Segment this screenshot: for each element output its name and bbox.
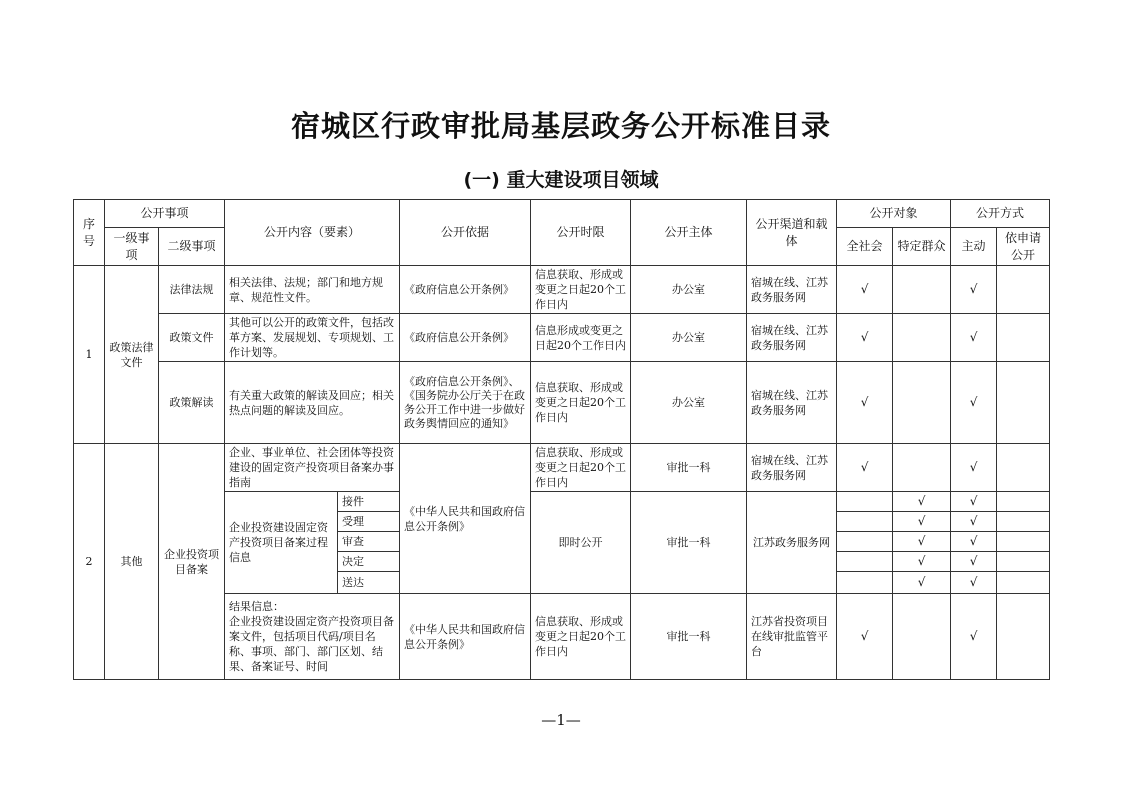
catalog-table [73, 199, 1050, 680]
row-subject: 审批一科 [631, 594, 747, 680]
empty-cell [997, 512, 1050, 532]
row-subject: 办公室 [631, 314, 747, 362]
table-row [74, 266, 1050, 314]
process-step: 送达 [338, 572, 400, 594]
header-subject: 公开主体 [631, 200, 747, 266]
table-row [74, 314, 1050, 362]
row-timelimit: 信息获取、形成或变更之日起20个工作日内 [531, 266, 631, 314]
result-title: 结果信息： [229, 600, 285, 613]
empty-cell [893, 362, 951, 444]
empty-cell [997, 266, 1050, 314]
row-content: 其他可以公开的政策文件，包括改革方案、发展规划、专项规划、工作计划等。 [225, 314, 400, 362]
header-society: 全社会 [837, 228, 893, 266]
empty-cell [997, 444, 1050, 492]
row-level2: 政策解读 [159, 362, 225, 444]
row-channel: 宿城在线、江苏政务服务网 [747, 362, 837, 444]
header-seq: 序号 [74, 200, 105, 266]
empty-cell [837, 492, 893, 512]
empty-cell [837, 512, 893, 532]
process-step: 审查 [338, 532, 400, 552]
empty-cell [997, 594, 1050, 680]
check-mark: √ [837, 362, 893, 444]
row-level1: 政策法律文件 [105, 266, 159, 444]
header-specific: 特定群众 [893, 228, 951, 266]
row-level1: 其他 [105, 444, 159, 680]
empty-cell [997, 492, 1050, 512]
check-mark: √ [951, 594, 997, 680]
header-matter: 公开事项 [105, 200, 225, 228]
row-channel: 江苏省投资项目在线审批监管平台 [747, 594, 837, 680]
row-channel: 江苏政务服务网 [747, 492, 837, 594]
empty-cell [837, 532, 893, 552]
header-apply: 依申请公开 [997, 228, 1050, 266]
check-mark: √ [893, 532, 951, 552]
row-channel: 宿城在线、江苏政务服务网 [747, 314, 837, 362]
row-timelimit: 信息获取、形成或变更之日起20个工作日内 [531, 362, 631, 444]
header-active: 主动 [951, 228, 997, 266]
header-timelimit: 公开时限 [531, 200, 631, 266]
row-basis: 《中华人民共和国政府信息公开条例》 [400, 444, 531, 594]
check-mark: √ [951, 362, 997, 444]
row-timelimit: 信息获取、形成或变更之日起20个工作日内 [531, 594, 631, 680]
section-subtitle: (一) 重大建设项目领域 [463, 169, 659, 191]
row-subject: 审批一科 [631, 444, 747, 492]
table-row [74, 444, 1050, 492]
header-method: 公开方式 [951, 200, 1050, 228]
header-level1: 一级事项 [105, 228, 159, 266]
check-mark: √ [951, 266, 997, 314]
row-seq: 1 [74, 266, 105, 444]
row-level2: 法律法规 [159, 266, 225, 314]
check-mark: √ [837, 266, 893, 314]
empty-cell [893, 314, 951, 362]
row-level2: 政策文件 [159, 314, 225, 362]
header-content: 公开内容（要素） [225, 200, 400, 266]
header-audience: 公开对象 [837, 200, 951, 228]
row-basis: 《政府信息公开条例》 [400, 314, 531, 362]
check-mark: √ [951, 532, 997, 552]
empty-cell [997, 532, 1050, 552]
check-mark: √ [951, 314, 997, 362]
document-title: 宿城区行政审批局基层政务公开标准目录 [290, 109, 831, 143]
row-timelimit: 信息形成或变更之日起20个工作日内 [531, 314, 631, 362]
header-level2: 二级事项 [159, 228, 225, 266]
check-mark: √ [951, 492, 997, 512]
row-timelimit: 信息获取、形成或变更之日起20个工作日内 [531, 444, 631, 492]
result-content: 企业投资建设固定资产投资项目备案文件，包括项目代码/项目名称、事项、部门、部门区划、结果、备案证号、时间 [229, 615, 395, 673]
check-mark: √ [837, 444, 893, 492]
empty-cell [837, 552, 893, 572]
empty-cell [837, 572, 893, 594]
row-level2: 企业投资项目备案 [159, 444, 225, 680]
row-basis: 《政府信息公开条例》 [400, 266, 531, 314]
check-mark: √ [951, 552, 997, 572]
process-step: 接件 [338, 492, 400, 512]
check-mark: √ [893, 552, 951, 572]
row-content: 有关重大政策的解读及回应；相关热点问题的解读及回应。 [225, 362, 400, 444]
row-subject: 审批一科 [631, 492, 747, 594]
empty-cell [893, 594, 951, 680]
check-mark: √ [893, 492, 951, 512]
row-content: 相关法律、法规；部门和地方规章、规范性文件。 [225, 266, 400, 314]
check-mark: √ [951, 444, 997, 492]
check-mark: √ [837, 314, 893, 362]
check-mark: √ [893, 512, 951, 532]
check-mark: √ [951, 572, 997, 594]
empty-cell [997, 572, 1050, 594]
check-mark: √ [951, 512, 997, 532]
row-basis: 《政府信息公开条例》、《国务院办公厅关于在政务公开工作中进一步做好政务舆情回应的通知》 [400, 362, 531, 444]
process-label: 企业投资建设固定资产投资项目备案过程信息 [225, 492, 338, 594]
check-mark: √ [893, 572, 951, 594]
process-step: 受理 [338, 512, 400, 532]
row-channel: 宿城在线、江苏政务服务网 [747, 444, 837, 492]
row-content: 企业、事业单位、社会团体等投资建设的固定资产投资项目备案办事指南 [225, 444, 400, 492]
process-step: 决定 [338, 552, 400, 572]
empty-cell [893, 444, 951, 492]
row-basis: 《中华人民共和国政府信息公开条例》 [400, 594, 531, 680]
row-subject: 办公室 [631, 266, 747, 314]
row-content [225, 594, 400, 680]
row-seq: 2 [74, 444, 105, 680]
check-mark: √ [837, 594, 893, 680]
empty-cell [893, 266, 951, 314]
header-basis: 公开依据 [400, 200, 531, 266]
empty-cell [997, 362, 1050, 444]
row-timelimit: 即时公开 [531, 492, 631, 594]
row-channel: 宿城在线、江苏政务服务网 [747, 266, 837, 314]
table-row [74, 362, 1050, 444]
row-subject: 办公室 [631, 362, 747, 444]
header-channel: 公开渠道和载体 [747, 200, 837, 266]
empty-cell [997, 314, 1050, 362]
page-number: —1— [541, 711, 581, 729]
empty-cell [997, 552, 1050, 572]
